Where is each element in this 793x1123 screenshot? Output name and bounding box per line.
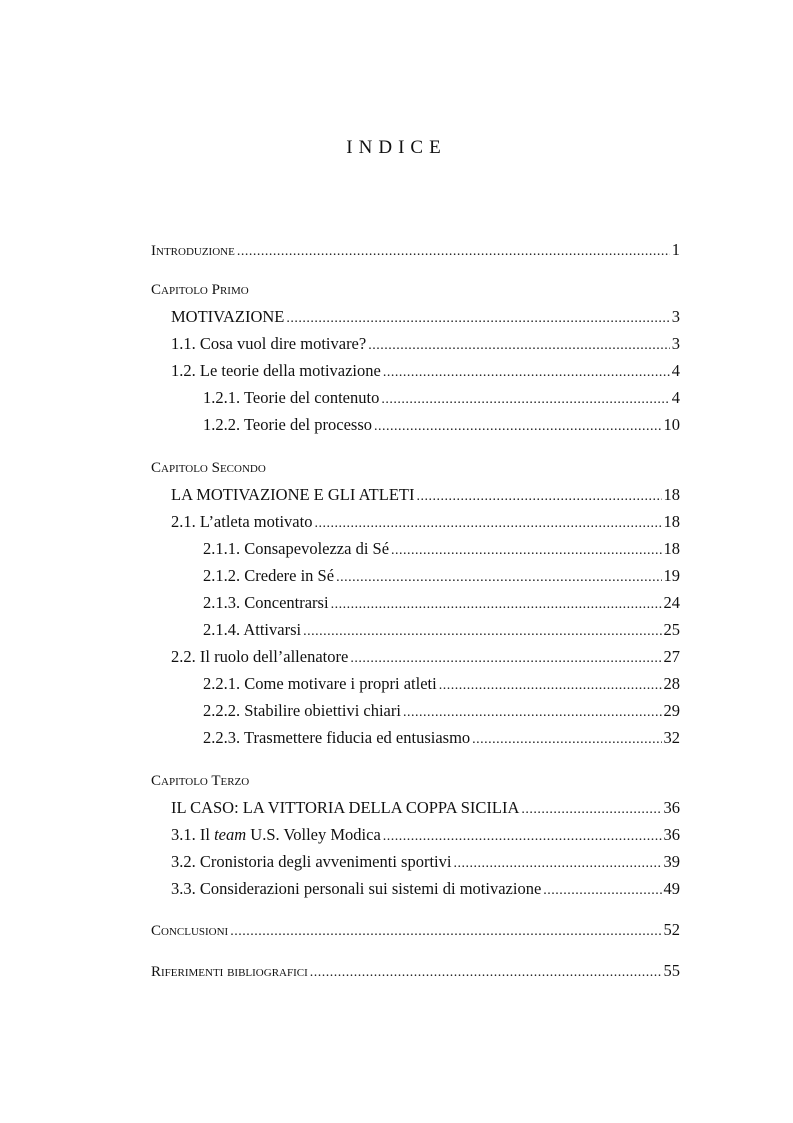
toc-entry-3-3[interactable] <box>151 875 680 902</box>
toc-page-number: 18 <box>663 539 680 558</box>
toc-entry-chapter-2-title[interactable] <box>151 481 680 508</box>
toc-page-number: 52 <box>663 920 680 939</box>
toc-entry-introduction[interactable] <box>151 236 680 263</box>
page-title: INDICE <box>346 137 447 158</box>
toc-label: Introduzione <box>151 243 235 259</box>
leader-dots <box>303 618 661 645</box>
toc-label: 1.1. Cosa vuol dire motivare? <box>171 334 367 353</box>
toc-label: 2.1.4. Attivarsi <box>203 620 302 639</box>
toc-entry-2-1-1[interactable] <box>151 535 680 562</box>
toc-entry-conclusions[interactable] <box>151 916 680 943</box>
toc-page-number: 36 <box>663 798 680 817</box>
toc-page-number: 29 <box>663 701 680 720</box>
toc-page-number: 4 <box>671 361 680 380</box>
toc-label: 1.2.1. Teorie del contenuto <box>203 388 380 407</box>
leader-dots <box>336 564 661 591</box>
toc-page-number: 3 <box>671 307 680 326</box>
toc-label: 3.3. Considerazioni personali sui sistemi di motivazione <box>171 879 542 898</box>
toc-entry-3-2[interactable] <box>151 848 680 875</box>
toc-entry-2-1-4[interactable] <box>151 616 680 643</box>
leader-dots <box>403 699 662 726</box>
toc-label: 2.1.1. Consapevolezza di Sé <box>203 539 390 558</box>
toc-page-number: 18 <box>663 485 680 504</box>
toc-entry-2-1-3[interactable] <box>151 589 680 616</box>
chapter-heading-3: Capitolo Terzo <box>151 773 250 789</box>
toc-page-number: 10 <box>663 415 680 434</box>
toc-label: 2.1.2. Credere in Sé <box>203 566 335 585</box>
toc-page-number: 1 <box>671 240 680 259</box>
toc-page-number: 32 <box>663 728 680 747</box>
table-of-contents <box>151 236 680 984</box>
toc-page-number: 19 <box>663 566 680 585</box>
leader-dots <box>310 959 662 986</box>
toc-entry-1-2-2[interactable] <box>151 411 680 438</box>
chapter-heading-1: Capitolo Primo <box>151 282 249 298</box>
leader-dots <box>453 850 661 877</box>
toc-entry-2-2[interactable] <box>151 643 680 670</box>
toc-page-number: 3 <box>671 334 680 353</box>
leader-dots <box>543 877 661 904</box>
toc-label-suffix: U.S. Volley Modica <box>246 825 381 844</box>
toc-entry-chapter-3-title[interactable] <box>151 794 680 821</box>
leader-dots <box>381 386 669 413</box>
toc-page-number: 36 <box>663 825 680 844</box>
leader-dots <box>439 672 662 699</box>
leader-dots <box>286 305 669 332</box>
toc-entry-1-2[interactable] <box>151 357 680 384</box>
toc-label: LA MOTIVAZIONE E GLI ATLETI <box>171 485 415 504</box>
leader-dots <box>230 918 661 945</box>
toc-entry-2-1-2[interactable] <box>151 562 680 589</box>
toc-label-prefix: 3.1. Il <box>171 825 215 844</box>
toc-entry-1-1[interactable] <box>151 330 680 357</box>
toc-entry-2-2-1[interactable] <box>151 670 680 697</box>
toc-page-number: 4 <box>671 388 680 407</box>
toc-label: 3.2. Cronistoria degli avvenimenti sportivi <box>171 852 452 871</box>
toc-label: MOTIVAZIONE <box>171 307 285 326</box>
leader-dots <box>368 332 670 359</box>
toc-page-number: 24 <box>663 593 680 612</box>
toc-page-number: 28 <box>663 674 680 693</box>
leader-dots <box>350 645 661 672</box>
toc-page-number: 27 <box>663 647 680 666</box>
toc-entry-2-2-2[interactable] <box>151 697 680 724</box>
toc-page-number: 49 <box>663 879 680 898</box>
toc-page-number: 18 <box>663 512 680 531</box>
toc-entry-3-1[interactable] <box>151 821 680 848</box>
toc-label: 1.2.2. Teorie del processo <box>203 415 372 434</box>
leader-dots <box>314 510 661 537</box>
toc-label: 2.1.3. Concentrarsi <box>203 593 329 612</box>
toc-entry-references[interactable] <box>151 957 680 984</box>
toc-page-number: 39 <box>663 852 680 871</box>
leader-dots <box>383 823 662 850</box>
toc-label <box>171 821 381 848</box>
toc-label-italic: team <box>214 825 247 844</box>
toc-label: IL CASO: LA VITTORIA DELLA COPPA SICILIA <box>171 798 520 817</box>
chapter-heading-2: Capitolo Secondo <box>151 460 266 476</box>
leader-dots <box>391 537 661 564</box>
leader-dots <box>374 413 662 440</box>
toc-label: Conclusioni <box>151 923 229 939</box>
toc-entry-2-2-3[interactable] <box>151 724 680 751</box>
toc-label: 1.2. Le teorie della motivazione <box>171 361 381 380</box>
toc-page-number: 25 <box>663 620 680 639</box>
leader-dots <box>472 726 661 753</box>
toc-label: 2.1. L’atleta motivato <box>171 512 313 531</box>
toc-label: 2.2.2. Stabilire obiettivi chiari <box>203 701 401 720</box>
toc-label: 2.2.3. Trasmettere fiducia ed entusiasmo <box>203 728 471 747</box>
leader-dots <box>237 238 670 265</box>
toc-entry-1-2-1[interactable] <box>151 384 680 411</box>
toc-entry-2-1[interactable] <box>151 508 680 535</box>
toc-page-number: 55 <box>663 961 680 980</box>
leader-dots <box>383 359 670 386</box>
toc-label: 2.2. Il ruolo dell’allenatore <box>171 647 349 666</box>
leader-dots <box>417 483 662 510</box>
leader-dots <box>521 796 661 823</box>
toc-entry-chapter-1-title[interactable] <box>151 303 680 330</box>
leader-dots <box>331 591 662 618</box>
toc-label: 2.2.1. Come motivare i propri atleti <box>203 674 437 693</box>
toc-label: Riferimenti bibliografici <box>151 964 308 980</box>
